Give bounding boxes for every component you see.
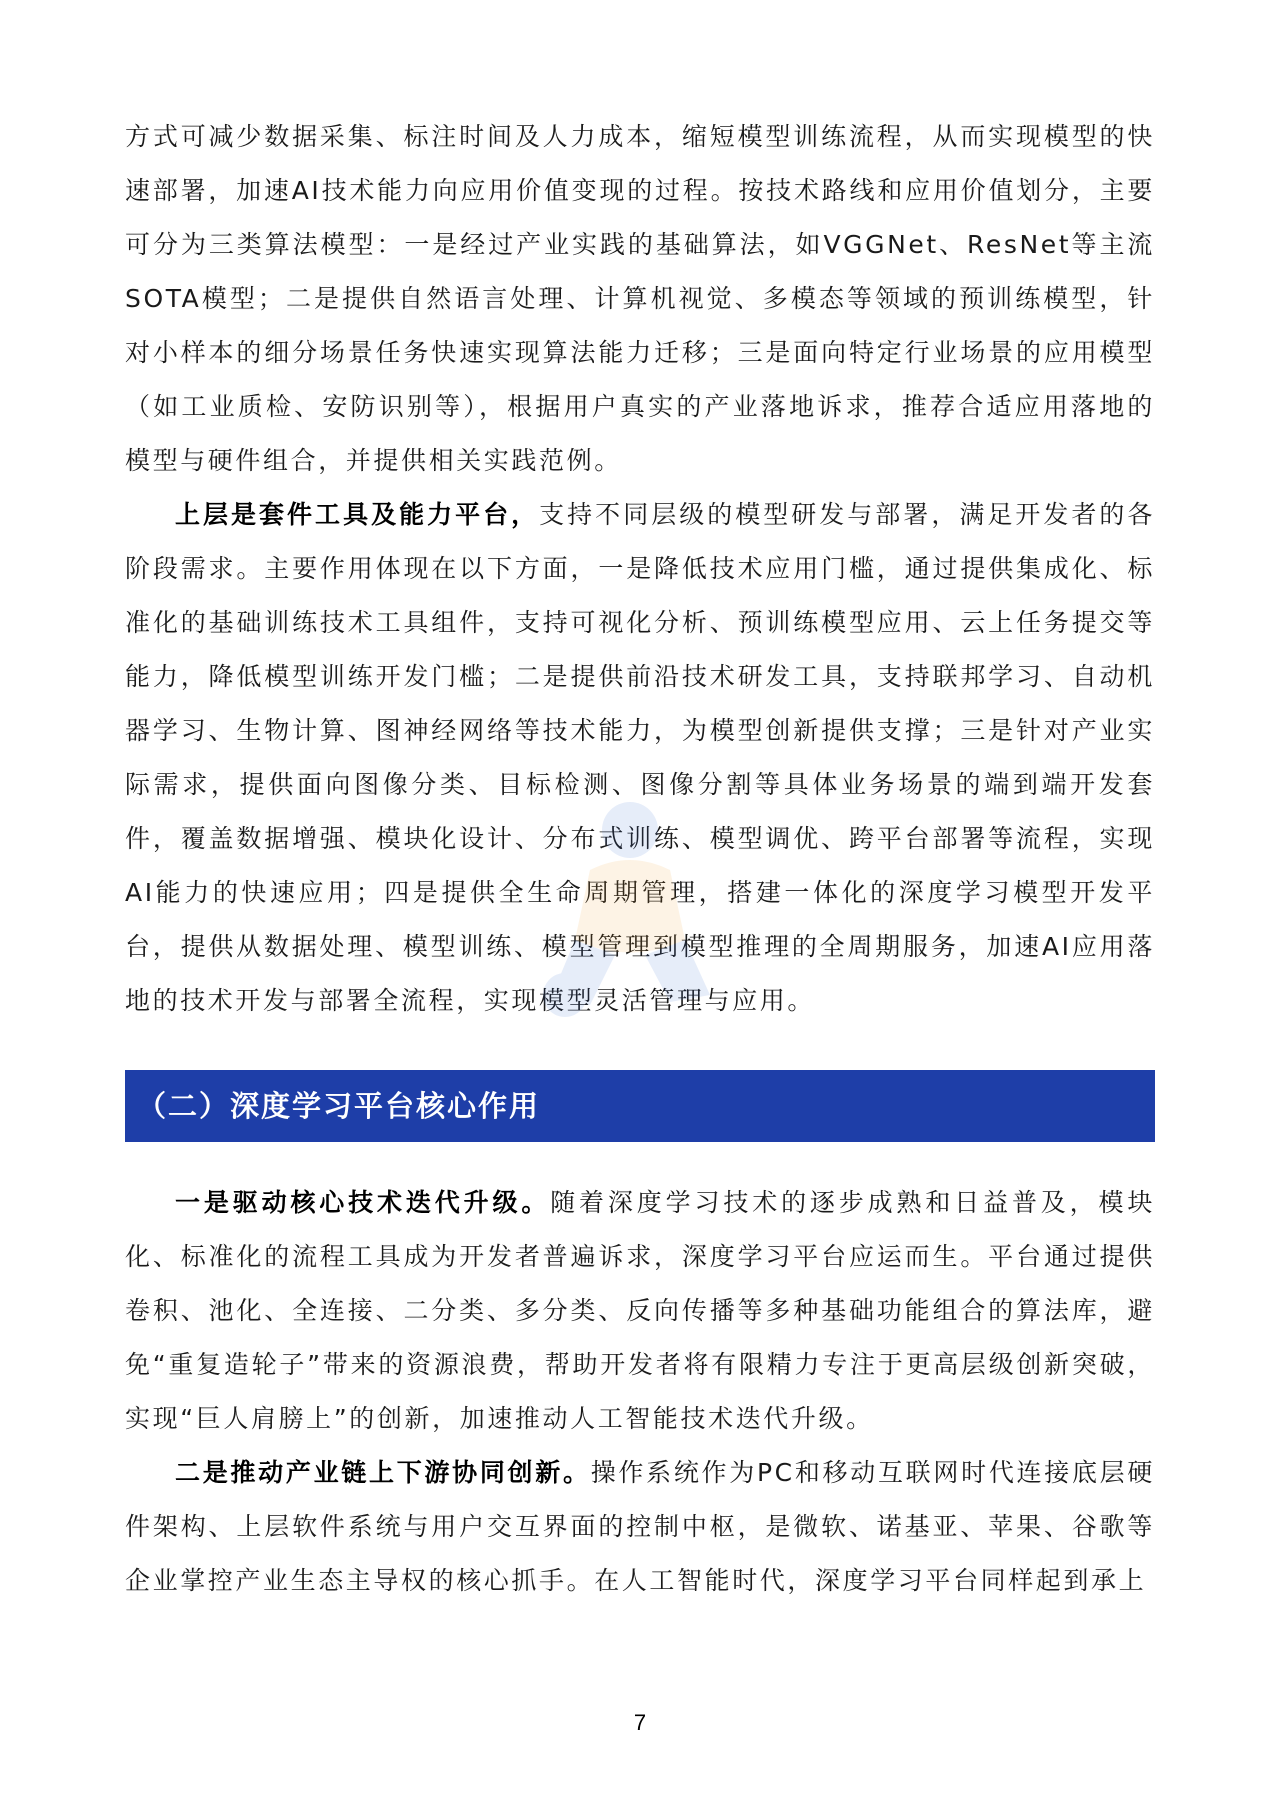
paragraph-lead: 上层是套件工具及能力平台， [175,500,540,529]
page-number: 7 [633,1710,647,1735]
paragraph-text: 操作系统作为PC和移动互联网时代连接底层硬件架构、上层软件系统与用户交互界面的控制中枢，是微软、诺基亚、苹果、谷歌等企业掌控产业生态主导权的核心抓手。在人工智能时代，深度学习平台同样起到承上 [125,1458,1155,1595]
paragraph-text: 方式可减少数据采集、标注时间及人力成本，缩短模型训练流程，从而实现模型的快速部署，加速AI技术能力向应用价值变现的过程。按技术路线和应用价值划分，主要可分为三类算法模型：一是经过产业实践的基础算法，如VGGNet、ResNet等主流SOTA模型；二是提供自然语言处理、计算机视觉、多模态等领域的预训练模型，针对小样本的细分场景任务快速实现算法能力迁移；三是面向特定行业场景的应用模型（如工业质检、安防识别等），根据用户真实的产业落地诉求，推荐合适应用落地的模型与硬件组合，并提供相关实践范例。 [125,122,1155,475]
paragraph-lead: 一是驱动核心技术迭代升级。 [175,1188,551,1217]
document-body [125,110,1155,1608]
paragraph-lead: 二是推动产业链上下游协同创新。 [175,1458,591,1487]
paragraph-drive-tech [125,1176,1155,1446]
paragraph-industry-chain [125,1446,1155,1608]
section-heading: （二）深度学习平台核心作用 [125,1070,1155,1142]
paragraph-upper-layer [125,488,1155,1028]
paragraph-text: 支持不同层级的模型研发与部署，满足开发者的各阶段需求。主要作用体现在以下方面，一是降低技术应用门槛，通过提供集成化、标准化的基础训练技术工具组件，支持可视化分析、预训练模型应用、云上任务提交等能力，降低模型训练开发门槛；二是提供前沿技术研发工具，支持联邦学习、自动机器学习、生物计算、图神经网络等技术能力，为模型创新提供支撑；三是针对产业实际需求，提供面向图像分类、目标检测、图像分割等具体业务场景的端到端开发套件，覆盖数据增强、模块化设计、分布式训练、模型调优、跨平台部署等流程，实现AI能力的快速应用；四是提供全生命周期管理，搭建一体化的深度学习模型开发平台，提供从数据处理、模型训练、模型管理到模型推理的全周期服务，加速AI应用落地的技术开发与部署全流程，实现模型灵活管理与应用。 [125,500,1155,1015]
paragraph-text: 随着深度学习技术的逐步成熟和日益普及，模块化、标准化的流程工具成为开发者普遍诉求，深度学习平台应运而生。平台通过提供卷积、池化、全连接、二分类、多分类、反向传播等多种基础功能组合的算法库，避免“重复造轮子”带来的资源浪费，帮助开发者将有限精力专注于更高层级创新突破，实现“巨人肩膀上”的创新，加速推动人工智能技术迭代升级。 [125,1188,1155,1433]
paragraph-algorithm-models [125,110,1155,488]
